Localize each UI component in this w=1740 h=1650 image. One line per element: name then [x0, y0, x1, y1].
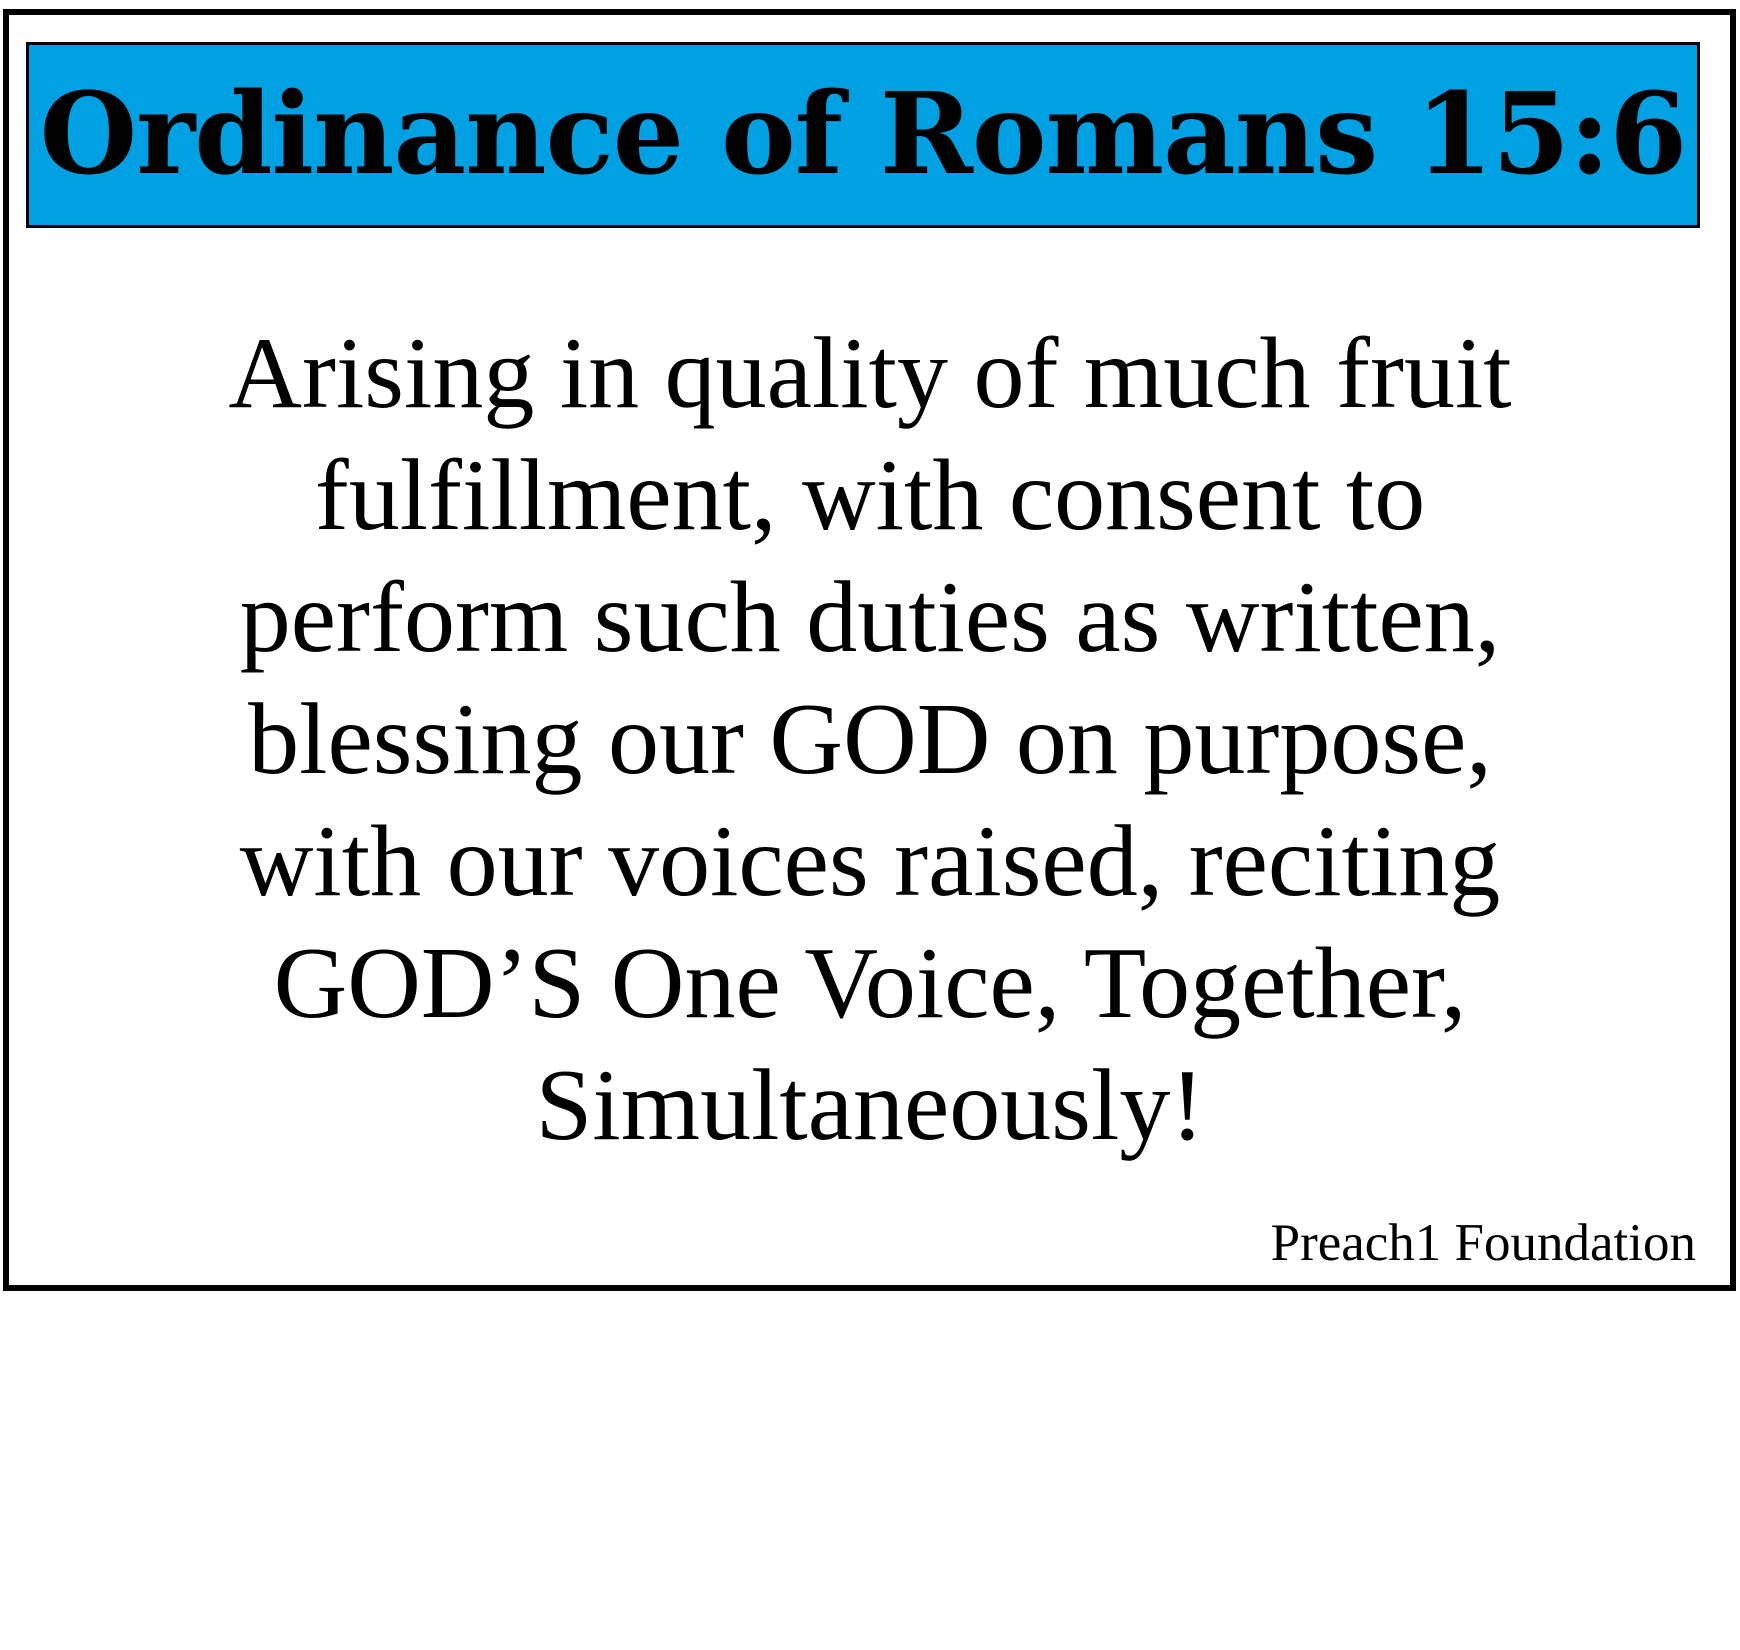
verse-line: GOD’S One Voice, Together, — [273, 927, 1467, 1040]
verse-line: fulfillment, with consent to — [314, 439, 1426, 552]
verse-text — [69, 313, 1671, 1167]
verse-line: perform such duties as written, — [239, 561, 1501, 674]
verse-line: blessing our GOD on purpose, — [248, 683, 1492, 796]
ordinance-card — [3, 9, 1736, 1291]
verse-line: with our voices raised, reciting — [239, 805, 1501, 918]
footer-attribution: Preach1 Foundation — [1270, 1214, 1696, 1272]
verse-line: Arising in quality of much fruit — [228, 317, 1512, 430]
title-banner — [26, 42, 1700, 228]
page-title: Ordinance of Romans 15:6 — [39, 69, 1687, 200]
verse-line: Simultaneously! — [535, 1049, 1205, 1162]
